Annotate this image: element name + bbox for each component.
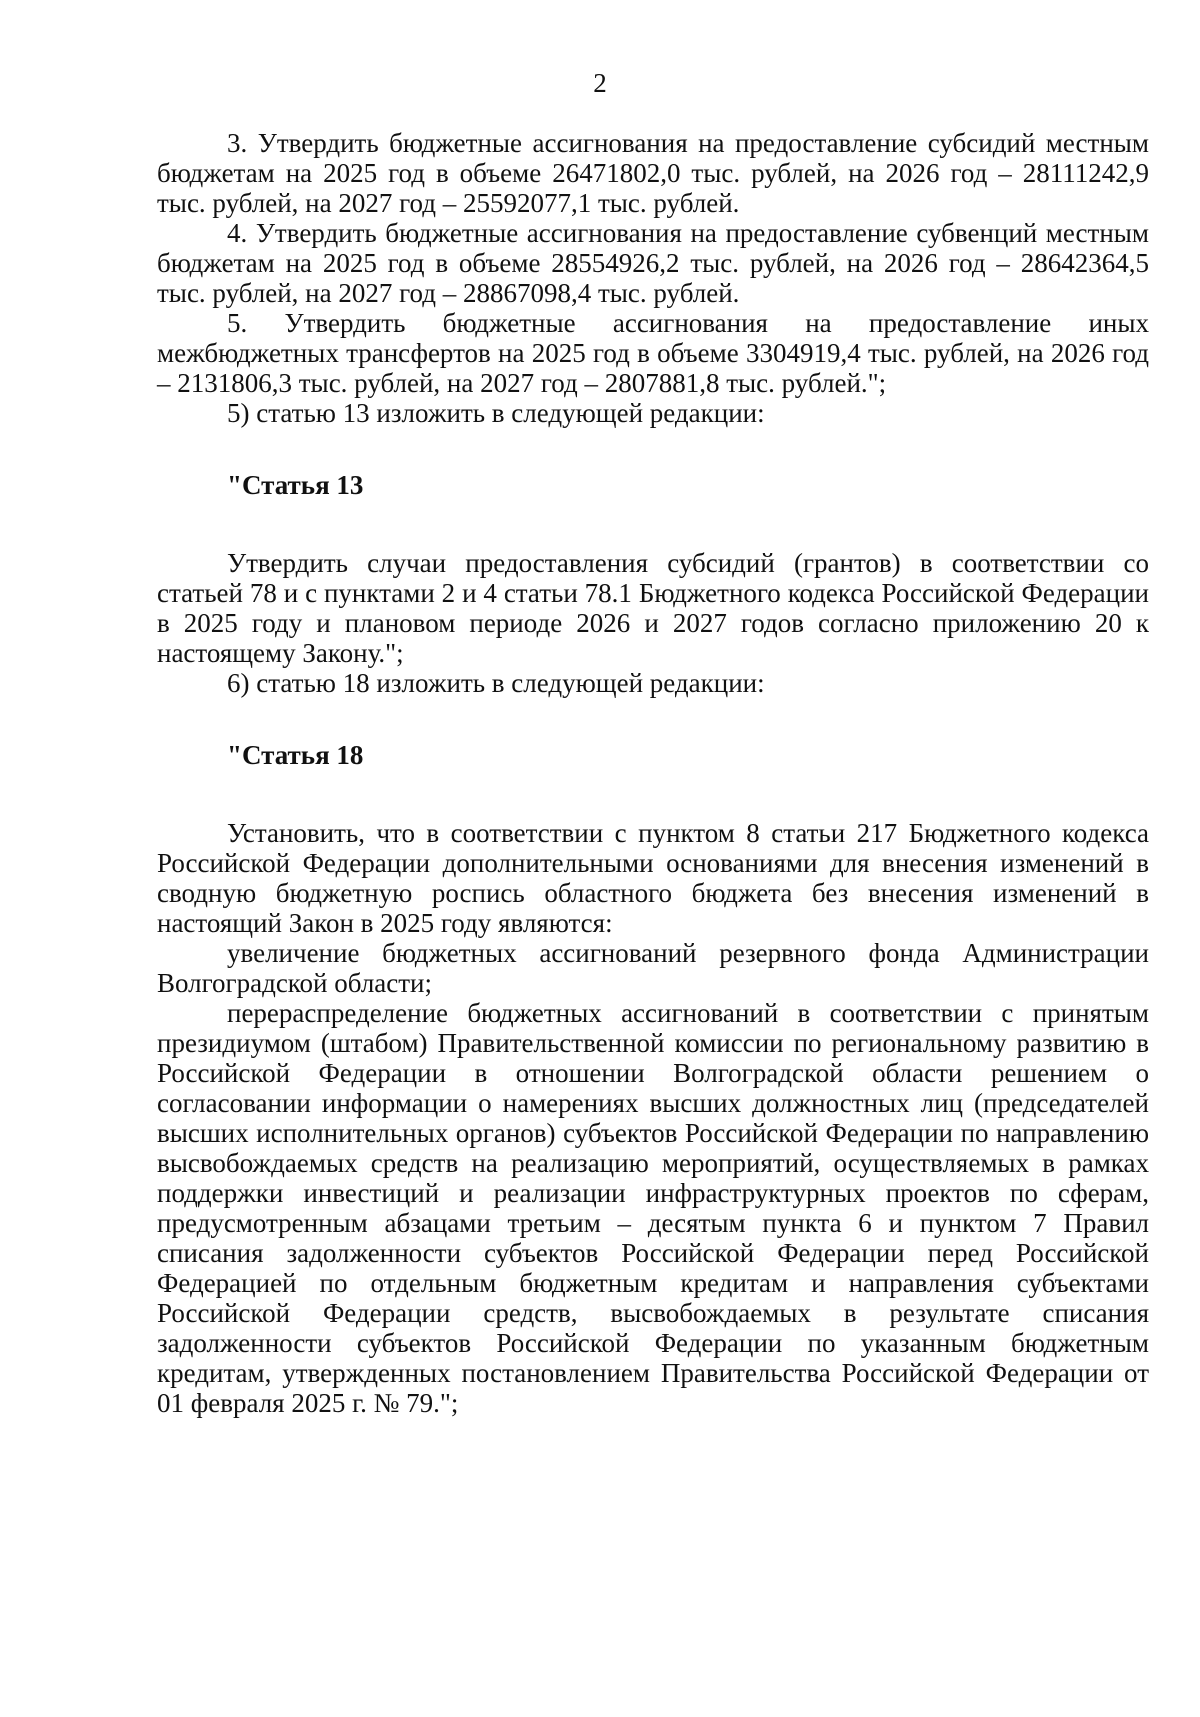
heading-article-18: "Статья 18 <box>227 740 364 770</box>
paragraph-item-5: 5. Утвердить бюджетные ассигнования на предоставление иных межбюджетных трансфертов на 2025 год в объеме 3304919,4 тыс. рублей, на 2026 год – 2131806,3 тыс. рублей, на 2027 год – 2807881,8 тыс. рублей."; <box>157 308 1149 398</box>
paragraph-amend-article-18: 6) статью 18 изложить в следующей редакции: <box>227 668 765 698</box>
paragraph-item-4: 4. Утвердить бюджетные ассигнования на предоставление субвенций местным бюджетам на 2025 год в объеме 28554926,2 тыс. рублей, на 2026 год – 28642364,5 тыс. рублей, на 2027 год – 28867098,4 тыс. рублей. <box>157 218 1149 308</box>
paragraph-article-18-item-1: увеличение бюджетных ассигнований резервного фонда Администрации Волгоградской области; <box>157 938 1149 998</box>
paragraph-amend-article-13: 5) статью 13 изложить в следующей редакции: <box>227 398 765 428</box>
heading-article-13: "Статья 13 <box>227 470 364 500</box>
document-body <box>157 128 1149 1418</box>
paragraph-item-3: 3. Утвердить бюджетные ассигнования на предоставление субсидий местным бюджетам на 2025 год в объеме 26471802,0 тыс. рублей, на 2026 год – 28111242,9 тыс. рублей, на 2027 год – 25592077,1 тыс. рублей. <box>157 128 1149 218</box>
paragraph-article-18-item-2: перераспределение бюджетных ассигнований в соответствии с принятым президиумом (штабом) Правительственной комиссии по региональному развитию в Российской Федерации в отношении Волгоградской области решением о согласовании информации о намерениях высших должностных лиц (председателей высших исполнительных органов) субъектов Российской Федерации по направлению высвобождаемых средств на реализацию мероприятий, осуществляемых в рамках поддержки инвестиций и реализации инфраструктурных проектов по сферам, предусмотренным абзацами третьим – десятым пункта 6 и пунктом 7 Правил списания задолженности субъектов Российской Федерации перед Российской Федерацией по отдельным бюджетным кредитам и направления субъектами Российской Федерации средств, высвобождаемых в результате списания задолженности субъектов Российской Федерации по указанным бюджетным кредитам, утвержденных постановлением Правительства Российской Федерации от 01 февраля 2025 г. № 79."; <box>157 998 1149 1418</box>
paragraph-article-18-intro: Установить, что в соответствии с пунктом 8 статьи 217 Бюджетного кодекса Российской Федерации дополнительными основаниями для внесения изменений в сводную бюджетную роспись областного бюджета без внесения изменений в настоящий Закон в 2025 году являются: <box>157 818 1149 938</box>
page-number: 2 <box>593 68 607 98</box>
paragraph-article-13-text: Утвердить случаи предоставления субсидий (грантов) в соответствии со статьей 78 и с пунктами 2 и 4 статьи 78.1 Бюджетного кодекса Российской Федерации в 2025 году и плановом периоде 2026 и 2027 годов согласно приложению 20 к настоящему Закону."; <box>157 548 1149 668</box>
